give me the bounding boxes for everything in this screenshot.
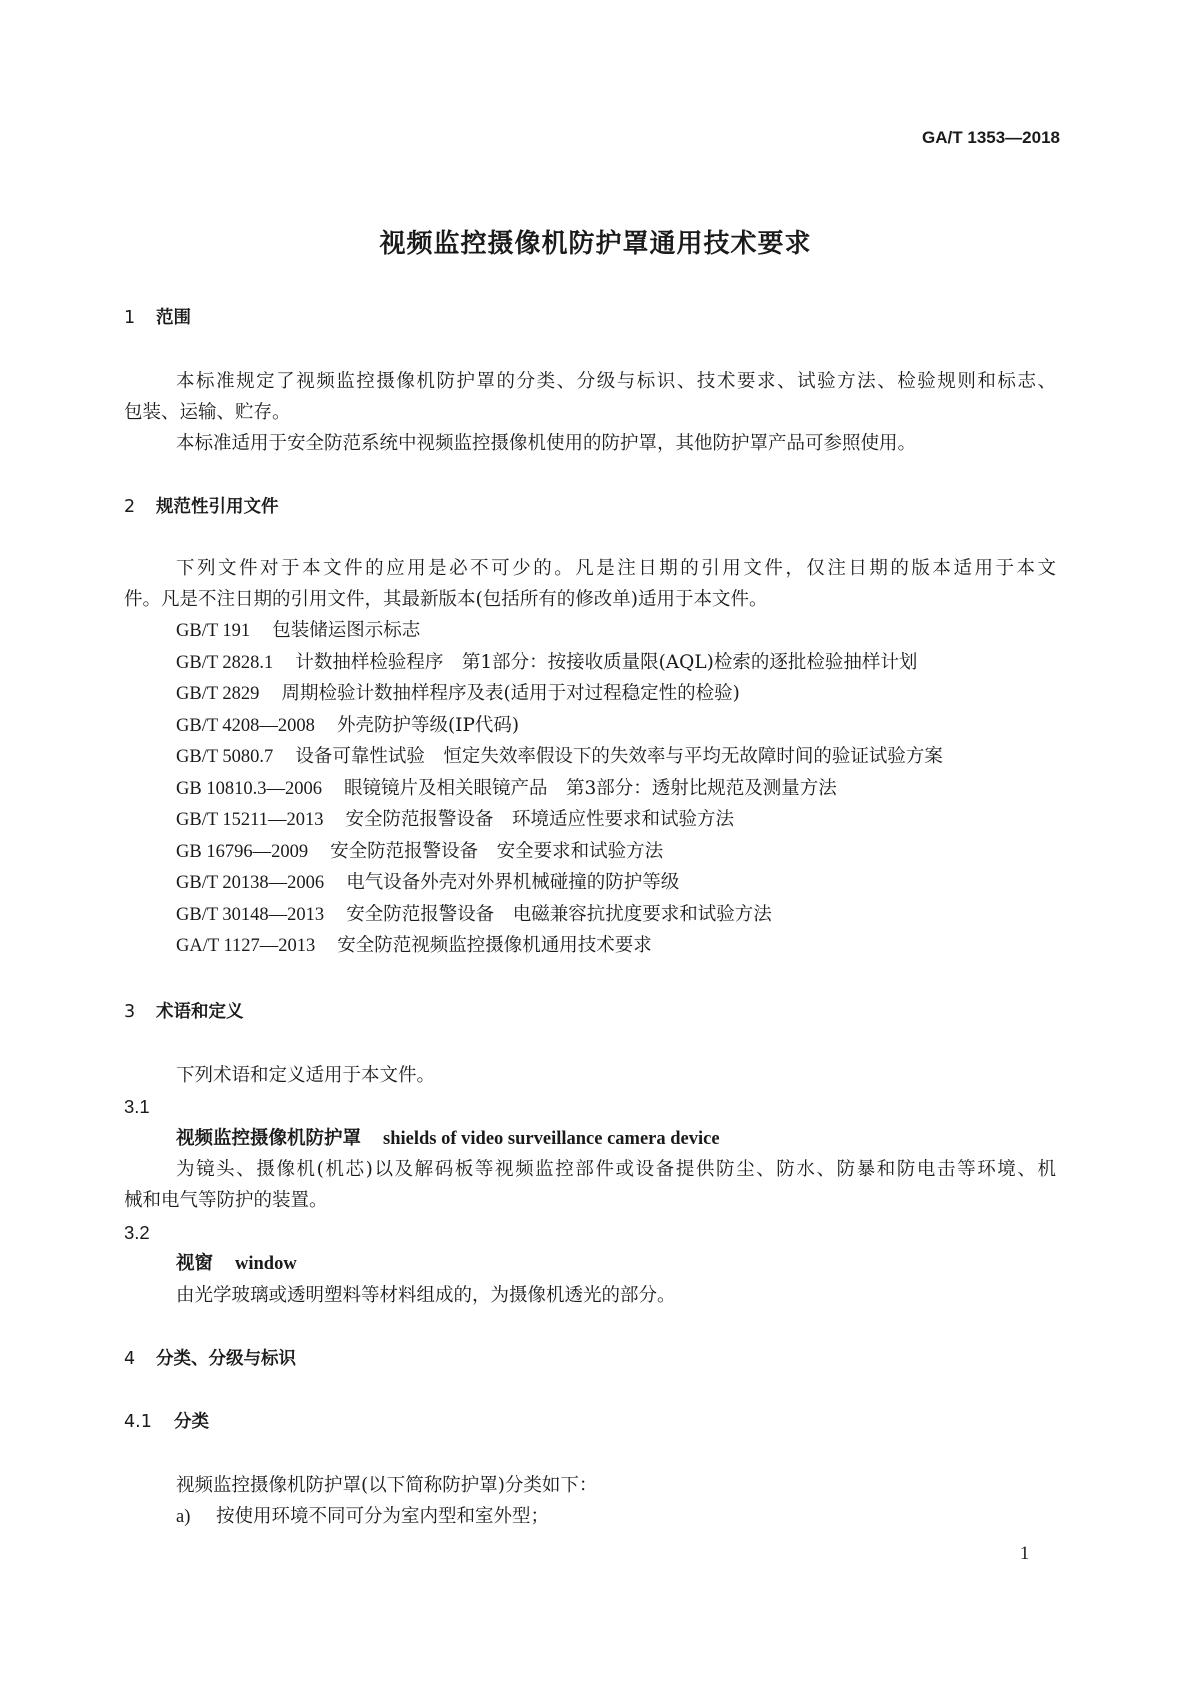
- paragraph: 包装、运输、贮存。: [124, 402, 291, 423]
- paragraph: 本标准规定了视频监控摄像机防护罩的分类、分级与标识、技术要求、试验方法、检验规则和标志、: [176, 371, 1056, 392]
- reference-code: GA/T 1127—2013: [176, 936, 316, 956]
- standard-number: GA/T 1353—2018: [922, 128, 1060, 147]
- reference-code: GB/T 191: [176, 621, 251, 641]
- section-title: 分类、分级与标识: [156, 1349, 296, 1369]
- page-number: 1: [1020, 1544, 1030, 1564]
- reference-code: GB/T 2829: [176, 684, 260, 704]
- reference-title: 设备可靠性试验 恒定失效率假设下的失效率与平均无故障时间的验证试验方案: [295, 746, 943, 767]
- definition: 由光学玻璃或透明塑料等材料组成的，为摄像机透光的部分。: [176, 1285, 676, 1306]
- reference-item: [176, 682, 740, 706]
- section-number: 3: [124, 1002, 136, 1022]
- term-zh: 视频监控摄像机防护罩: [176, 1128, 362, 1149]
- list-label: a): [176, 1507, 191, 1527]
- section-title: 术语和定义: [156, 1002, 244, 1022]
- section-title: 分类: [174, 1412, 209, 1432]
- term-number: 3.2: [124, 1222, 150, 1243]
- reference-code: GB/T 20138—2006: [176, 873, 325, 893]
- reference-item: [176, 619, 420, 643]
- reference-item: [176, 903, 772, 927]
- reference-code: GB 16796—2009: [176, 841, 309, 862]
- reference-item: [176, 745, 943, 769]
- reference-code: GB/T 4208—2008: [176, 715, 315, 736]
- reference-code: GB/T 15211—2013: [176, 810, 324, 830]
- section-title: 范围: [156, 308, 191, 328]
- document-title: 视频监控摄像机防护罩通用技术要求: [379, 229, 812, 259]
- reference-title: 计数抽样检验程序 第1部分：按接收质量限(AQL)检索的逐批检验抽样计划: [295, 651, 918, 673]
- reference-title: 眼镜镜片及相关眼镜产品 第3部分：透射比规范及测量方法: [343, 777, 837, 799]
- list-item-a: [176, 1505, 549, 1529]
- section-number: 4: [124, 1349, 136, 1369]
- term-3-1: [176, 1127, 720, 1151]
- reference-item: [176, 777, 837, 801]
- reference-item: [176, 808, 734, 832]
- section-title: 规范性引用文件: [156, 497, 279, 517]
- list-text: 按使用环境不同可分为室内型和室外型；: [216, 1506, 550, 1527]
- paragraph: 本标准适用于安全防范系统中视频监控摄像机使用的防护罩，其他防护罩产品可参照使用。: [176, 433, 917, 454]
- reference-title: 安全防范报警设备 电磁兼容抗扰度要求和试验方法: [346, 903, 772, 925]
- reference-title: 安全防范报警设备 安全要求和试验方法: [330, 840, 664, 862]
- definition: 械和电气等防护的装置。: [124, 1190, 328, 1211]
- reference-title: 外壳防护等级(IP代码): [336, 714, 520, 736]
- reference-code: GB/T 30148—2013: [176, 904, 325, 925]
- reference-item: [176, 871, 679, 895]
- section-3-heading: [124, 1000, 244, 1024]
- section-1-heading: [124, 306, 191, 330]
- reference-item: [176, 714, 519, 738]
- term-en: window: [235, 1254, 297, 1274]
- reference-title: 电气设备外壳对外界机械碰撞的防护等级: [346, 872, 680, 893]
- reference-title: 安全防范视频监控摄像机通用技术要求: [337, 935, 652, 956]
- reference-code: GB 10810.3—2006: [176, 778, 322, 799]
- section-4-heading: [124, 1347, 296, 1371]
- term-zh: 视窗: [176, 1253, 214, 1274]
- section-number: 1: [124, 308, 136, 328]
- term-number: 3.1: [124, 1096, 150, 1117]
- reference-item: [176, 840, 663, 864]
- section-4-1-heading: [124, 1410, 209, 1434]
- paragraph: 件。凡是不注日期的引用文件，其最新版本(包括所有的修改单)适用于本文件。: [124, 589, 768, 610]
- term-3-2: [176, 1252, 297, 1276]
- reference-title: 周期检验计数抽样程序及表(适用于对过程稳定性的检验): [281, 683, 740, 704]
- definition: 为镜头、摄像机(机芯)以及解码板等视频监控部件或设备提供防尘、防水、防暴和防电击等环境、机: [176, 1159, 1056, 1180]
- reference-code: GB/T 2828.1: [176, 652, 274, 673]
- reference-title: 包装储运图示标志: [272, 620, 421, 641]
- paragraph: 下列术语和定义适用于本文件。: [176, 1065, 436, 1086]
- paragraph: 视频监控摄像机防护罩(以下简称防护罩)分类如下：: [176, 1475, 598, 1496]
- section-number: 2: [124, 497, 136, 517]
- reference-item: [176, 651, 917, 675]
- reference-item: [176, 934, 652, 958]
- section-2-heading: [124, 495, 279, 519]
- reference-code: GB/T 5080.7: [176, 747, 274, 767]
- reference-title: 安全防范报警设备 环境适应性要求和试验方法: [345, 809, 735, 830]
- paragraph: 下列文件对于本文件的应用是必不可少的。凡是注日期的引用文件，仅注日期的版本适用于本文: [176, 558, 1056, 579]
- term-en: shields of video surveillance camera device: [383, 1129, 720, 1149]
- section-number: 4.1: [124, 1412, 152, 1432]
